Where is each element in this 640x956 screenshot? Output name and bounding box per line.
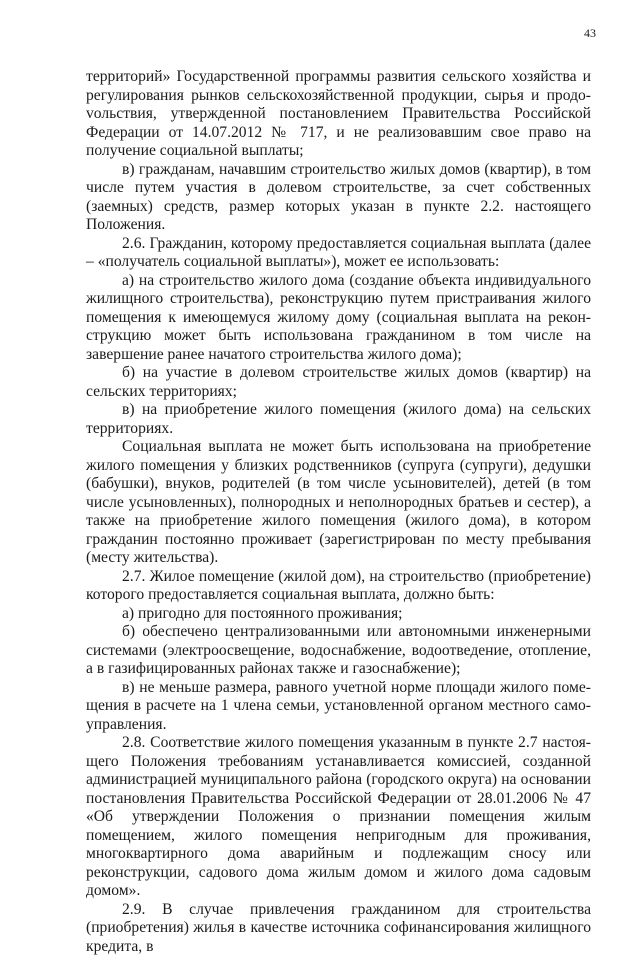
paragraph-2-8: 2.8. Соответствие жилого помещения указанным в пункте 2.7 настоящего Положения требованиям устанавливается комиссией, созданной администрацией муниципального района (городского округа) на основании постановления Правительства Российской Федерации от 28.01.2006 № 47 «Об утверждении Положения о признании помещения жилым помещением, жилого помещения непригодным для проживания, многоквартирного дома аварийным и подлежащим сносу или реконструкции, садового дома жилым домом и жилого дома садовым домом».	[86, 734, 591, 901]
paragraph-2-7-b: б) обеспечено централизованными или автономными инженерными системами (электроосвещение, водоснабжение, водоотведение, отопление, а в газифицированных районах также и газоснабжение);	[86, 623, 591, 679]
paragraph-2-7-a: а) пригодно для постоянного проживания;	[86, 605, 591, 624]
page-number: 43	[584, 26, 596, 40]
paragraph-2-9: 2.9. В случае привлечения гражданином для строительства (приобретения) жилья в качестве источника софинансирования жилищного кредита, в	[86, 901, 591, 956]
paragraph-2-6-v: в) на приобретение жилого помещения (жилого дома) на сельских территориях.	[86, 401, 591, 438]
paragraph-2-6: 2.6. Гражданин, которому предоставляется социальная выплата (далее – «получатель социальной выплаты»), может ее использовать:	[86, 235, 591, 272]
paragraph-continuation: территорий» Государственной программы развития сельского хозяйства и регулирования рынков сельскохозяйственной продукции, сырья и продоvольствия, утвержденной постановлением Правительства Российской Федерации от 14.07.2012 № 717, и не реализовавшим свое право на получение социальной выплаты;	[86, 68, 591, 161]
paragraph-restriction: Социальная выплата не может быть использована на приобретение жилого помещения у близких родственников (супруга (супруги), дедушки (бабушки), внуков, родителей (в том числе усыновителей), детей (в том числе усыновленных), полнородных и неполнородных братьев и сестер), а также на приобретение жилого помещения (жилого дома), в котором гражданин постоянно проживает (зарегистрирован по месту пребывания (месту жительства).	[86, 438, 591, 568]
paragraph-item-v-citizens: в) гражданам, начавшим строительство жилых домов (квартир), в том числе путем участия в долевом строительстве, за счет собственных (заемных) средств, размер которых указан в пункте 2.2. настоящего Положения.	[86, 161, 591, 235]
paragraph-2-7: 2.7. Жилое помещение (жилой дом), на строительство (приобретение) которого предоставляется социальная выплата, должно быть:	[86, 568, 591, 605]
document-body	[86, 68, 591, 956]
paragraph-2-7-v: в) не меньше размера, равного учетной норме площади жилого помещения в расчете на 1 члена семьи, установленной органом местного самоуправления.	[86, 679, 591, 735]
paragraph-2-6-a: а) на строительство жилого дома (создание объекта индивидуального жилищного строительства), реконструкцию путем пристраивания жилого помещения к имеющемуся жилому дому (социальная выплата на реконструкцию может быть использована гражданином в том числе на завершение ранее начатого строительства жилого дома);	[86, 272, 591, 365]
paragraph-2-6-b: б) на участие в долевом строительстве жилых домов (квартир) на сельских территориях;	[86, 364, 591, 401]
